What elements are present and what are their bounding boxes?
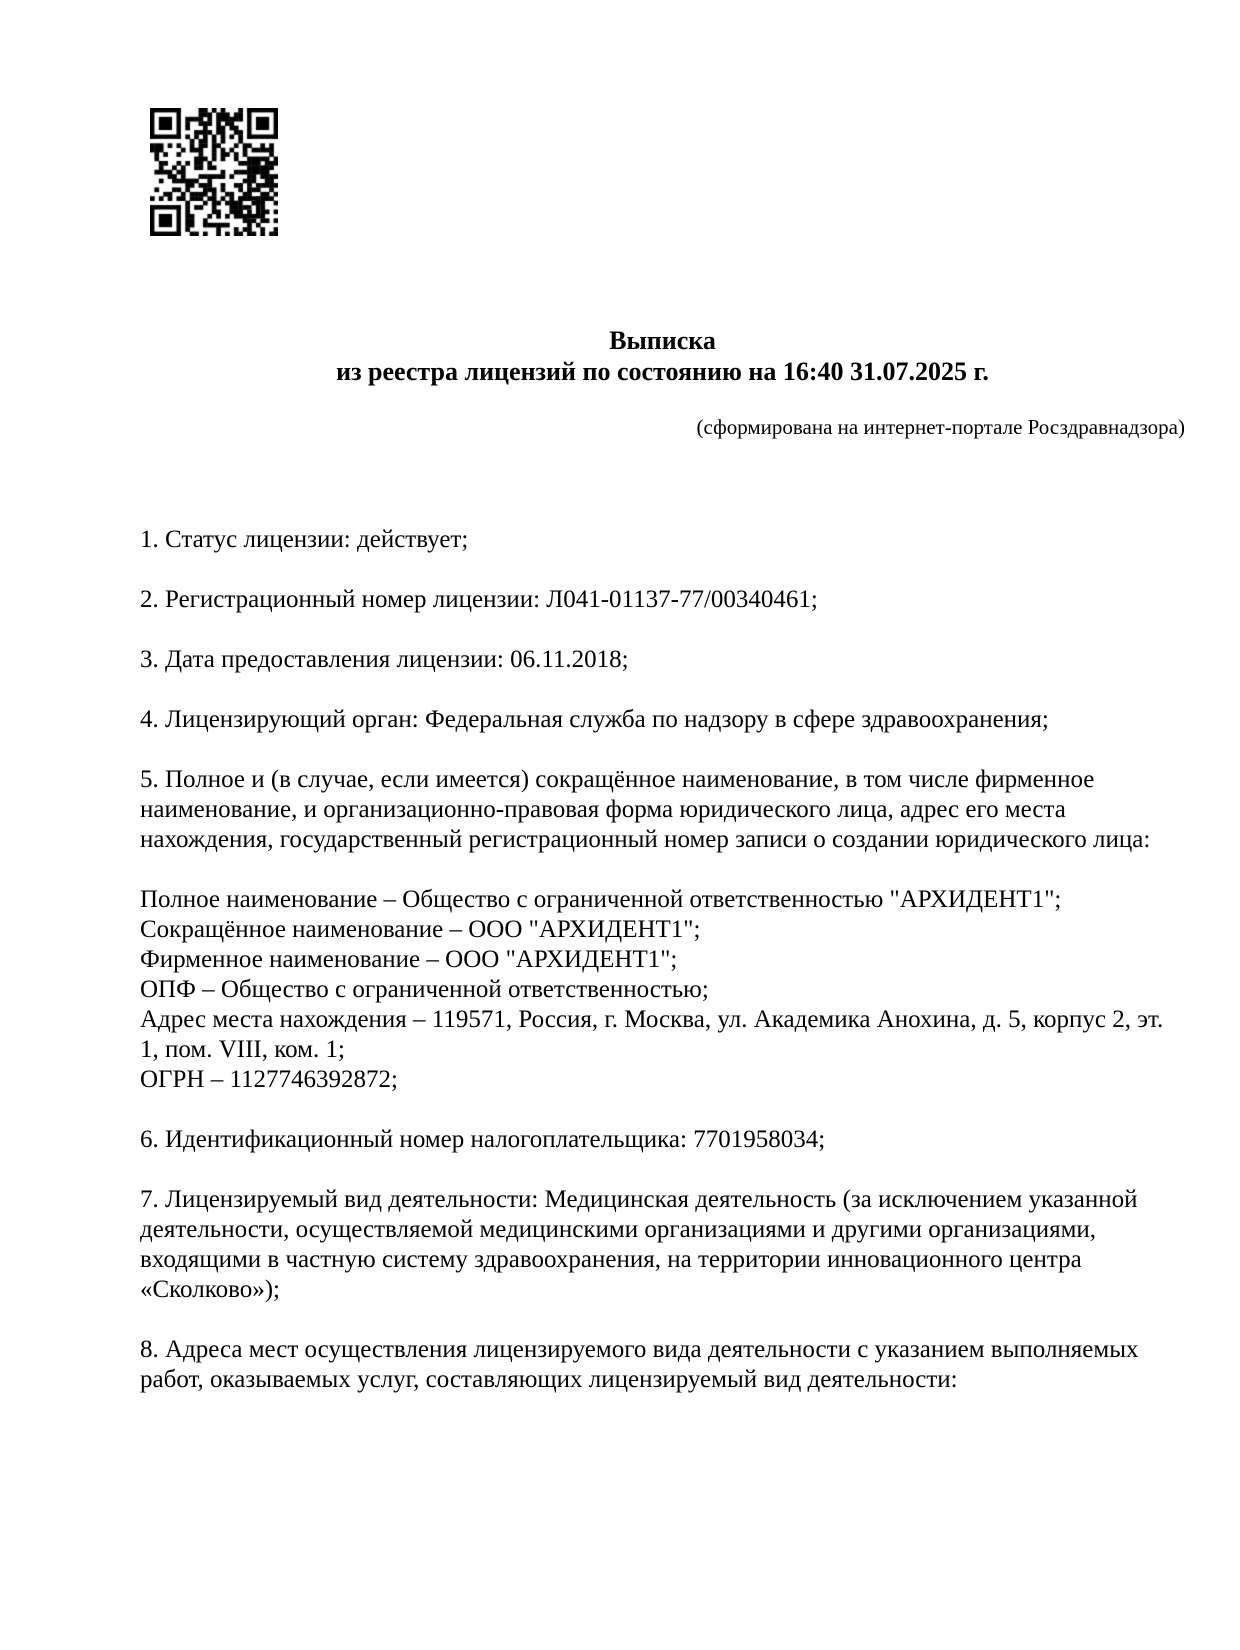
company-brand-name: Фирменное наименование – ООО "АРХИДЕНТ1"; bbox=[140, 946, 678, 973]
company-address: Адрес места нахождения – 119571, Россия, г. Москва, ул. Академика Анохина, д. 5, корпус 2, эт. 1, пом. VIII, ком. 1; bbox=[140, 1006, 1164, 1063]
clause-1-license-status: 1. Статус лицензии: действует; bbox=[140, 526, 469, 553]
title-line-2: из реестра лицензий по состоянию на 16:40 31.07.2025 г. bbox=[336, 357, 989, 386]
company-short-name: Сокращённое наименование – ООО "АРХИДЕНТ1"; bbox=[140, 916, 701, 943]
clause-3-license-date: 3. Дата предоставления лицензии: 06.11.2018; bbox=[140, 646, 629, 673]
title-line-1: Выписка bbox=[609, 326, 716, 355]
clause-7-licensed-activity: 7. Лицензируемый вид деятельности: Медицинская деятельность (за исключением указанной деятельности, осуществляемой медицинскими организациями и другими организациями, входящими в частную систему здравоохранения, на территории инновационного центра «Сколково»); bbox=[140, 1186, 1138, 1303]
company-legal-form: ОПФ – Общество с ограниченной ответственностью; bbox=[140, 976, 709, 1003]
clause-5-company-name-heading: 5. Полное и (в случае, если имеется) сокращённое наименование, в том числе фирменное наименование, и организационно-правовая форма юридического лица, адрес его места нахождения, государственный регистрационный номер записи о создании юридического лица: bbox=[140, 766, 1151, 853]
clause-4-licensing-authority: 4. Лицензирующий орган: Федеральная служба по надзору в сфере здравоохранения; bbox=[140, 706, 1049, 733]
company-details-block bbox=[140, 885, 1185, 1095]
company-full-name: Полное наименование – Общество с ограниченной ответственностью "АРХИДЕНТ1"; bbox=[140, 886, 1062, 913]
clause-8-activity-addresses-heading: 8. Адреса мест осуществления лицензируемого вида деятельности с указанием выполняемых работ, оказываемых услуг, составляющих лицензируемый вид деятельности: bbox=[140, 1336, 1139, 1393]
clause-6-taxpayer-number: 6. Идентификационный номер налогоплательщика: 7701958034; bbox=[140, 1126, 826, 1153]
page-title bbox=[140, 325, 1185, 387]
company-ogrn: ОГРН – 1127746392872; bbox=[140, 1066, 398, 1093]
clause-2-registration-number: 2. Регистрационный номер лицензии: Л041-01137-77/00340461; bbox=[140, 586, 818, 613]
qr-code-icon bbox=[150, 108, 278, 236]
document-subtitle: (сформирована на интернет-портале Росздравнадзора) bbox=[696, 415, 1185, 439]
document-body bbox=[0, 440, 1240, 1395]
